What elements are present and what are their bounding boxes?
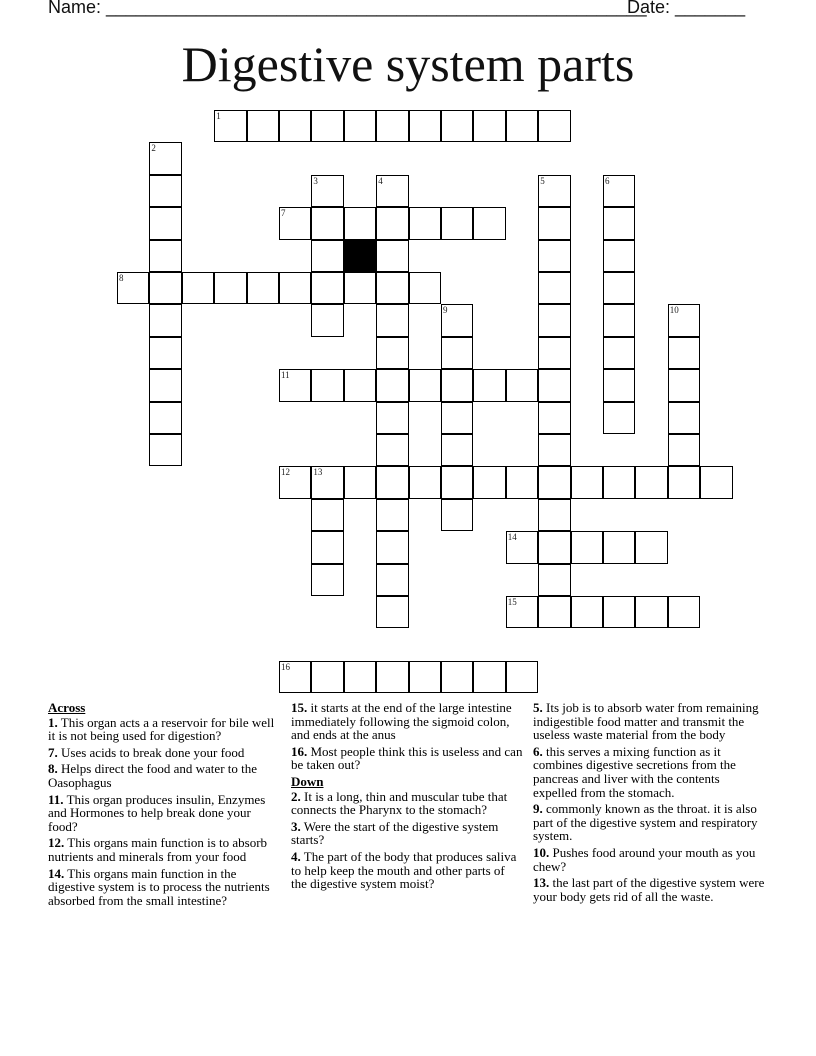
clues-column-2 — [291, 701, 523, 894]
crossword-cell[interactable] — [441, 499, 473, 531]
crossword-cell[interactable] — [311, 564, 343, 596]
crossword-cell[interactable] — [344, 110, 376, 142]
clue-across-1: 1. This organ acts a a reservoir for bile well it is not being used for digestion? — [48, 714, 275, 744]
crossword-cell[interactable] — [311, 207, 343, 239]
crossword-cell[interactable] — [409, 369, 441, 401]
crossword-cell[interactable] — [376, 466, 408, 498]
crossword-cell[interactable] — [376, 272, 408, 304]
clue-number-label: 1 — [216, 111, 221, 121]
crossword-cell[interactable] — [603, 369, 635, 401]
crossword-cell[interactable] — [473, 661, 505, 693]
crossword-cell[interactable] — [668, 337, 700, 369]
crossword-cell[interactable] — [700, 466, 732, 498]
crossword-cell[interactable] — [538, 110, 570, 142]
crossword-cell[interactable] — [214, 272, 246, 304]
crossword-cell[interactable] — [473, 466, 505, 498]
crossword-cell[interactable] — [376, 369, 408, 401]
clue-number-label: 8 — [119, 273, 124, 283]
crossword-cell[interactable] — [149, 337, 181, 369]
clues-column-1 — [48, 701, 280, 910]
down-heading: Down — [291, 773, 324, 789]
clue-across-8: 8. Helps direct the food and water to the Oasophagus — [48, 761, 258, 790]
crossword-cell[interactable] — [571, 596, 603, 628]
crossword-cell[interactable] — [506, 369, 538, 401]
clue-number-label: 16 — [281, 661, 290, 672]
clue-across-16: 16. Most people think this is useless and can be taken out? — [291, 743, 523, 773]
crossword-cell[interactable] — [635, 531, 667, 563]
crossword-cell[interactable] — [311, 661, 343, 693]
crossword-cell[interactable] — [538, 531, 570, 563]
crossword-cell[interactable] — [603, 466, 635, 498]
crossword-cell[interactable] — [668, 369, 700, 401]
crossword-cell[interactable] — [603, 596, 635, 628]
clue-number-label: 12 — [281, 467, 290, 478]
crossword-cell[interactable] — [441, 402, 473, 434]
crossword-cell[interactable] — [635, 466, 667, 498]
crossword-cell[interactable] — [376, 564, 408, 596]
crossword-cell[interactable] — [506, 110, 538, 142]
clue-across-15: 15. it starts at the end of the large intestine immediately following the sigmoid colon, and ends at the anus — [291, 700, 512, 743]
crossword-cell[interactable] — [571, 531, 603, 563]
crossword-cell[interactable] — [668, 402, 700, 434]
crossword-cell[interactable] — [441, 207, 473, 239]
crossword-cell[interactable] — [247, 272, 279, 304]
clue-number-label: 10 — [669, 305, 679, 316]
crossword-cell[interactable] — [538, 240, 570, 272]
clue-number-label: 9 — [443, 305, 448, 316]
crossword-cell[interactable] — [441, 661, 473, 693]
crossword-cell[interactable] — [149, 434, 181, 466]
crossword-cell[interactable] — [441, 337, 473, 369]
crossword-cell[interactable] — [311, 240, 343, 272]
date-field-label: Date: _______ — [627, 0, 746, 17]
crossword-cell[interactable] — [376, 304, 408, 336]
crossword-cell[interactable] — [668, 466, 700, 498]
clues-column-3 — [533, 701, 765, 906]
crossword-cell[interactable] — [603, 272, 635, 304]
crossword-cell[interactable] — [668, 596, 700, 628]
crossword-cell[interactable] — [506, 466, 538, 498]
crossword-cell[interactable] — [571, 466, 603, 498]
clue-down-3: 3. Were the start of the digestive system starts? — [291, 818, 499, 848]
crossword-cell[interactable] — [409, 466, 441, 498]
crossword-cell[interactable] — [538, 434, 570, 466]
crossword-cell[interactable] — [149, 207, 181, 239]
crossword-cell[interactable] — [344, 207, 376, 239]
clue-number-label: 5 — [540, 175, 545, 186]
clue-down-6: 6. this serves a mixing function as it combines digestive secretions from the pancreas and liver with the contents expelled from the stomach. — [533, 743, 736, 800]
crossword-cell[interactable] — [149, 402, 181, 434]
crossword-cell[interactable] — [441, 466, 473, 498]
clue-number-label: 2 — [151, 143, 156, 154]
crossword-cell[interactable] — [538, 596, 570, 628]
page-title: Digestive system parts — [181, 36, 635, 92]
crossword-cell[interactable] — [538, 272, 570, 304]
clue-down-9: 9. commonly known as the throat. it is also part of the digestive system and respiratory system. — [533, 801, 758, 844]
crossword-cell[interactable] — [311, 499, 343, 531]
clue-down-4: 4. The part of the body that produces saliva to help keep the mouth and other parts of the digestive system moist? — [291, 848, 517, 892]
crossword-cell[interactable] — [538, 337, 570, 369]
crossword-cell[interactable] — [603, 337, 635, 369]
crossword-cell[interactable] — [473, 369, 505, 401]
crossword-cell[interactable] — [149, 369, 181, 401]
crossword-cell[interactable] — [473, 207, 505, 239]
crossword-cell[interactable] — [603, 402, 635, 434]
crossword-cell[interactable] — [376, 110, 408, 142]
name-field-label: Name: ______________________________________________________ — [48, 0, 647, 17]
across-heading: Across — [48, 700, 86, 715]
crossword-cell[interactable] — [376, 207, 408, 239]
clue-number-label: 14 — [507, 532, 517, 543]
crossword-cell[interactable] — [538, 499, 570, 531]
crossword-cell[interactable] — [376, 596, 408, 628]
crossword-cell[interactable] — [668, 434, 700, 466]
crossword-cell[interactable] — [376, 402, 408, 434]
crossword-cell[interactable] — [149, 272, 181, 304]
clue-down-5: 5. Its job is to absorb water from remaining indigestible food matter and transmit the useless waste material from the body — [533, 700, 759, 743]
crossword-cell[interactable] — [441, 369, 473, 401]
clue-across-7: 7. Uses acids to break done your food — [48, 744, 245, 760]
crossword-cell[interactable] — [344, 272, 376, 304]
crossword-cell[interactable] — [635, 596, 667, 628]
crossword-cell[interactable] — [149, 304, 181, 336]
crossword-cell[interactable] — [149, 240, 181, 272]
crossword-cell[interactable] — [538, 466, 570, 498]
crossword-cell[interactable] — [344, 369, 376, 401]
crossword-cell[interactable] — [603, 240, 635, 272]
clue-down-2: 2. It is a long, thin and muscular tube that connects the Pharynx to the stomach? — [291, 788, 508, 818]
clue-down-13: 13. the last part of the digestive system were your body gets rid of all the waste. — [533, 875, 765, 904]
clue-across-12: 12. This organs main function is to absorb nutrients and minerals from your food — [48, 835, 268, 864]
crossword-cell[interactable] — [409, 110, 441, 142]
crossword-cell[interactable] — [441, 434, 473, 466]
crossword-cell[interactable] — [376, 434, 408, 466]
clue-down-10: 10. Pushes food around your mouth as you chew? — [533, 844, 756, 874]
crossword-cell[interactable] — [149, 175, 181, 207]
crossword-cell[interactable] — [311, 304, 343, 336]
crossword-cell[interactable] — [538, 304, 570, 336]
crossword-cell[interactable] — [376, 499, 408, 531]
crossword-cell[interactable] — [376, 337, 408, 369]
clue-number-label: 15 — [507, 597, 517, 607]
crossword-cell[interactable] — [409, 661, 441, 693]
crossword-cell[interactable] — [311, 272, 343, 304]
crossword-cell[interactable] — [311, 369, 343, 401]
clue-across-11: 11. This organ produces insulin, Enzymes and Hormones to help break done your food? — [48, 791, 266, 834]
clue-number-label: 11 — [281, 370, 290, 381]
crossword-cell[interactable] — [603, 304, 635, 336]
crossword-cell[interactable] — [376, 531, 408, 563]
clue-number-label: 13 — [313, 467, 323, 478]
crossword-cell[interactable] — [538, 207, 570, 239]
clue-across-14: 14. This organs main function in the digestive system is to process the nutrients absorbed from the small intestine? — [48, 865, 270, 908]
crossword-cell[interactable] — [376, 661, 408, 693]
crossword-cell[interactable] — [603, 531, 635, 563]
crossword-cell[interactable] — [344, 466, 376, 498]
crossword-cell[interactable] — [247, 110, 279, 142]
crossword-cell[interactable] — [311, 110, 343, 142]
crossword-cell[interactable] — [279, 272, 311, 304]
crossword-cell[interactable] — [279, 110, 311, 142]
crossword-cell[interactable] — [473, 110, 505, 142]
crossword-black-square — [344, 240, 376, 272]
clue-number-label: 4 — [378, 175, 383, 186]
crossword-cell[interactable] — [538, 402, 570, 434]
crossword-cell[interactable] — [344, 661, 376, 693]
clue-number-label: 6 — [605, 175, 610, 186]
crossword-cell[interactable] — [441, 110, 473, 142]
crossword-cell[interactable] — [409, 272, 441, 304]
crossword-cell[interactable] — [182, 272, 214, 304]
crossword-cell[interactable] — [506, 661, 538, 693]
crossword-cell[interactable] — [409, 207, 441, 239]
crossword-cell[interactable] — [376, 240, 408, 272]
crossword-cell[interactable] — [603, 207, 635, 239]
crossword-cell[interactable] — [311, 531, 343, 563]
crossword-cell[interactable] — [538, 564, 570, 596]
clue-number-label: 3 — [313, 175, 318, 186]
clue-number-label: 7 — [281, 208, 286, 219]
crossword-cell[interactable] — [538, 369, 570, 401]
